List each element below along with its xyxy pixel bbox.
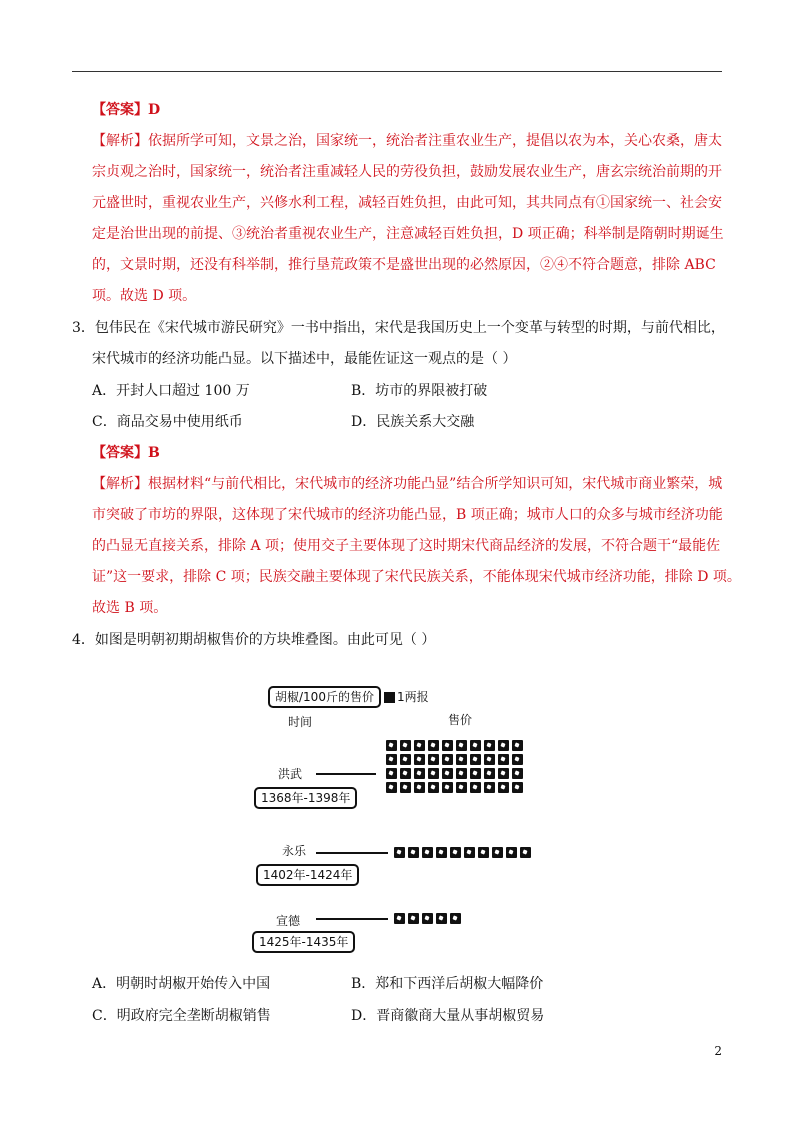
price-unit-block	[436, 847, 447, 858]
price-unit-block	[470, 768, 481, 779]
price-unit-block	[492, 847, 503, 858]
analysis-q3-line: 的凸显无直接关系，排除 A 项；使用交子主要体现了这时期宋代商品经济的发展，不符合题干“最能佐	[92, 538, 721, 554]
price-unit-block	[470, 782, 481, 793]
q4-option-d: D．晋商徽商大量从事胡椒贸易	[351, 1008, 545, 1024]
row-era-label: 永乐	[282, 844, 307, 858]
row-connector	[316, 852, 388, 854]
price-unit-block	[498, 740, 509, 751]
price-unit-block	[484, 754, 495, 765]
analysis-q2-line: 的，文景时期，还没有科举制，推行垦荒政策不是盛世出现的必然原因，②④不符合题意，排除 ABC	[92, 257, 716, 273]
price-unit-block	[484, 782, 495, 793]
row-years-label: 1425年-1435年	[252, 931, 355, 953]
figure-title: 胡椒/100斤的售价	[268, 686, 381, 708]
price-unit-block	[414, 782, 425, 793]
price-unit-block	[456, 782, 467, 793]
price-unit-block	[512, 754, 523, 765]
price-unit-block	[442, 754, 453, 765]
price-unit-block	[394, 913, 405, 924]
price-unit-block	[428, 740, 439, 751]
q3-option-b: B．坊市的界限被打破	[351, 383, 488, 399]
q3-option-d: D．民族关系大交融	[351, 414, 475, 430]
price-unit-block	[512, 740, 523, 751]
price-unit-block	[512, 782, 523, 793]
analysis-q2-line: 项。故选 D 项。	[92, 288, 197, 304]
price-block-stack	[386, 740, 523, 793]
price-unit-block	[442, 782, 453, 793]
q4-option-b: B．郑和下西洋后胡椒大幅降价	[351, 976, 544, 992]
question-3-stem: 3．包伟民在《宋代城市游民研究》一书中指出，宋代是我国历史上一个变革与转型的时期，与前代相比，	[72, 320, 725, 336]
price-unit-block	[400, 782, 411, 793]
price-unit-block	[422, 847, 433, 858]
price-unit-block	[414, 740, 425, 751]
q3-option-c: C．商品交易中使用纸币	[92, 414, 243, 430]
column-price-header: 售价	[448, 713, 473, 727]
question-3-stem: 宋代城市的经济功能凸显。以下描述中，最能佐证这一观点的是（ ）	[92, 351, 517, 367]
price-unit-block	[386, 740, 397, 751]
price-unit-block	[456, 768, 467, 779]
row-years-label: 1402年-1424年	[256, 864, 359, 886]
price-unit-block	[428, 768, 439, 779]
price-unit-block	[506, 847, 517, 858]
q4-option-a: A．明朝时胡椒开始传入中国	[92, 976, 271, 992]
price-unit-block	[400, 768, 411, 779]
price-unit-block	[408, 847, 419, 858]
price-unit-block	[450, 847, 461, 858]
price-unit-block	[400, 740, 411, 751]
price-unit-block	[464, 847, 475, 858]
price-unit-block	[470, 740, 481, 751]
header-rule	[72, 71, 722, 72]
analysis-q3-line: 故选 B 项。	[92, 600, 168, 616]
price-unit-block	[422, 913, 433, 924]
q4-option-c: C．明政府完全垄断胡椒销售	[92, 1008, 271, 1024]
price-unit-block	[408, 913, 419, 924]
price-unit-block	[428, 782, 439, 793]
page-number: 2	[714, 1044, 722, 1058]
price-unit-block	[498, 782, 509, 793]
analysis-q2-line: 宗贞观之治时，国家统一，统治者注重减轻人民的劳役负担，鼓励发展农业生产，唐玄宗统治前期的开	[92, 164, 722, 180]
price-unit-block	[386, 754, 397, 765]
row-era-label: 宣德	[276, 914, 301, 928]
price-unit-block	[386, 768, 397, 779]
answer-q3: 【答案】B	[92, 445, 160, 461]
price-unit-block	[400, 754, 411, 765]
row-connector	[316, 918, 388, 920]
price-unit-block	[442, 740, 453, 751]
price-unit-block	[386, 782, 397, 793]
price-unit-block	[456, 740, 467, 751]
row-era-label: 洪武	[278, 767, 303, 781]
answer-q2: 【答案】D	[92, 102, 161, 118]
price-unit-block	[394, 847, 405, 858]
column-time-header: 时间	[288, 715, 313, 729]
price-unit-block	[414, 768, 425, 779]
price-unit-block	[470, 754, 481, 765]
analysis-q2-line: 定是治世出现的前提、③统治者重视农业生产，注意减轻百姓负担，D 项正确；科举制是隋朝时期诞生	[92, 226, 724, 242]
price-unit-block	[498, 754, 509, 765]
price-unit-block	[450, 913, 461, 924]
price-unit-block	[484, 740, 495, 751]
price-unit-block	[478, 847, 489, 858]
price-unit-block	[442, 768, 453, 779]
q3-option-a: A．开封人口超过 100 万	[92, 383, 250, 399]
price-unit-block	[512, 768, 523, 779]
analysis-q2-line: 元盛世时，重视农业生产，兴修水利工程，减轻百姓负担，由此可知，其共同点有①国家统一、社会安	[92, 195, 722, 211]
analysis-q2-line: 【解析】依据所学可知，文景之治，国家统一，统治者注重农业生产，提倡以农为本，关心农桑，唐太	[92, 133, 722, 149]
price-unit-block	[498, 768, 509, 779]
row-connector	[316, 773, 376, 775]
analysis-q3-line: 证”这一要求，排除 C 项；民族交融主要体现了宋代民族关系，不能体现宋代城市经济功能，排除 D 项。	[92, 569, 741, 585]
price-unit-block	[436, 913, 447, 924]
analysis-q3-line: 【解析】根据材料“与前代相比，宋代城市的经济功能凸显”结合所学知识可知，宋代城市商业繁荣，城	[92, 476, 723, 492]
price-unit-block	[456, 754, 467, 765]
row-years-label: 1368年-1398年	[254, 787, 357, 809]
price-unit-block	[520, 847, 531, 858]
legend-block-icon	[384, 692, 395, 703]
price-block-stack	[394, 847, 531, 858]
price-unit-block	[414, 754, 425, 765]
price-block-stack	[394, 913, 461, 924]
analysis-q3-line: 市突破了市坊的界限，这体现了宋代城市的经济功能凸显，B 项正确；城市人口的众多与城市经济功能	[92, 507, 723, 523]
question-4-stem: 4．如图是明朝初期胡椒售价的方块堆叠图。由此可见（ ）	[72, 632, 436, 648]
pepper-price-figure	[250, 680, 550, 960]
legend-label: 1两报	[397, 690, 429, 704]
price-unit-block	[484, 768, 495, 779]
figure-legend	[384, 689, 429, 705]
price-unit-block	[428, 754, 439, 765]
